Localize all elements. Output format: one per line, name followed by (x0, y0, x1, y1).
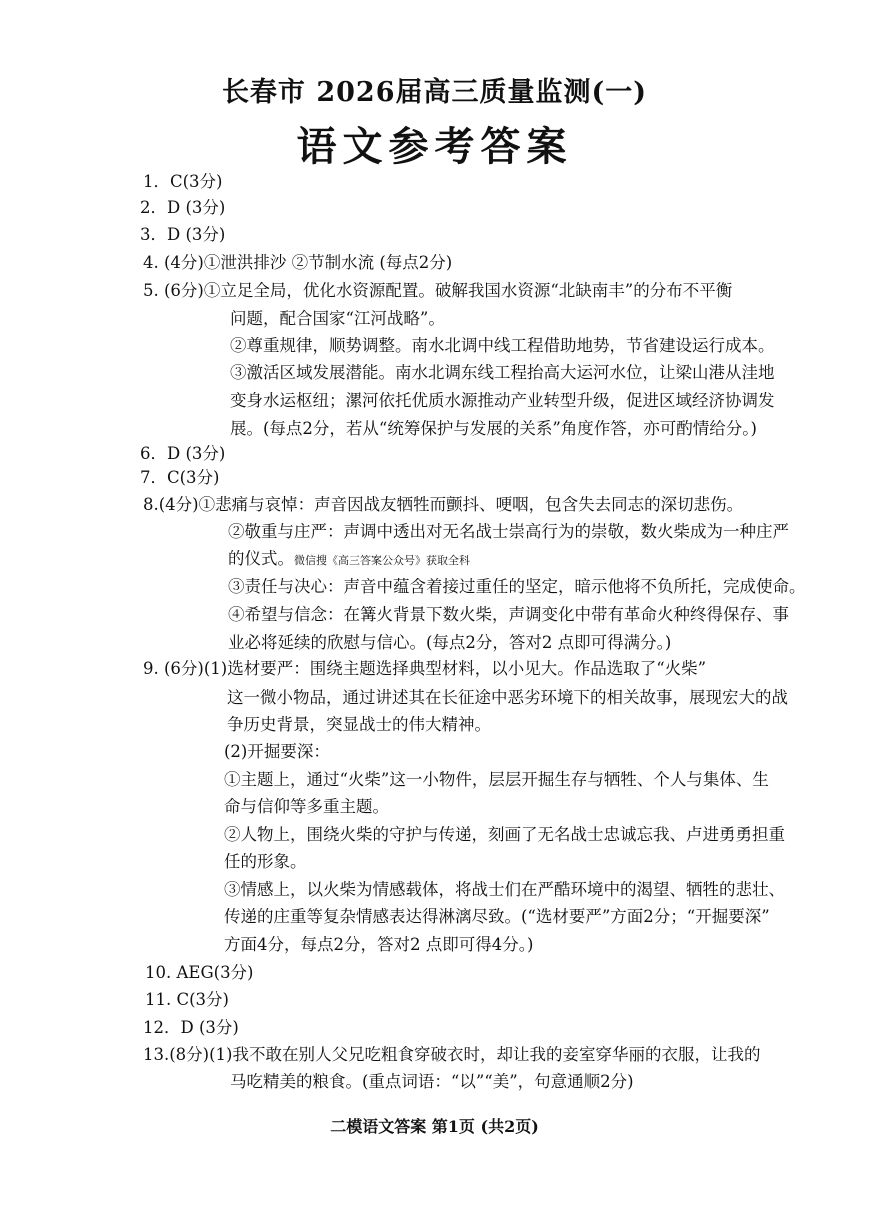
answer-q8-line6: 业必将延续的欣慰与信心。(每点2分，答对2 点即可得满分。) (228, 633, 672, 652)
answer-q13-line1: 13.(8分)(1)我不敢在别人父兄吃粗食穿破衣时，却让我的妾室穿华丽的衣服，让我的 (143, 1045, 761, 1064)
page-title: 语文参考答案 (296, 123, 573, 170)
answer-q9-line6: 命与信仰等多重主题。 (224, 797, 389, 816)
answer-q5-line3: ②尊重规律，顺势调整。南水北调中线工程借助地势，节省建设运行成本。 (230, 336, 775, 355)
answer-q9-line8: 任的形象。 (224, 852, 307, 871)
answer-q9-line4: (2)开掘要深： (224, 742, 330, 761)
answer-q4: 4. (4分)①泄洪排沙 ②节制水流 (每点2分) (143, 253, 453, 272)
answer-q9-line3: 争历史背景，突显战士的伟大精神。 (227, 715, 491, 734)
answer-q5-line2: 问题，配合国家“江河战略”。 (230, 309, 445, 328)
answer-q5-line4: ③激活区域发展潜能。南水北调东线工程抬高大运河水位，让梁山港从洼地 (230, 363, 775, 382)
answer-q12: 12．D (3分) (143, 1018, 239, 1037)
answer-q11: 11. C(3分) (145, 990, 229, 1009)
answer-q8-line3-text: 的仪式。 (228, 549, 294, 568)
answer-q9-line2: 这一微小物品，通过讲述其在长征途中恶劣环境下的相关故事，展现宏大的战 (227, 688, 788, 707)
answer-q9-line1: 9. (6分)(1)选材要严：围绕主题选择典型材料，以小见大。作品选取了“火柴” (143, 659, 707, 678)
answer-q8-line4: ③责任与决心：声音中蕴含着接过重任的坚定，暗示他将不负所托，完成使命。 (228, 577, 806, 596)
answer-q9-line5: ①主题上，通过“火柴”这一小物件，层层开掘生存与牺牲、个人与集体、生 (224, 770, 769, 789)
answer-q9-line11: 方面4分，每点2分，答对2 点即可得4分。) (224, 935, 534, 954)
answer-q3: 3．D (3分) (140, 225, 226, 244)
page-footer: 二模语文答案 第1页 (共2页) (330, 1117, 539, 1136)
answer-q10: 10. AEG(3分) (145, 963, 254, 982)
answer-q8-line5: ④希望与信念：在篝火背景下数火柴，声调变化中带有革命火种终得保存、事 (228, 605, 789, 624)
answer-q6: 6．D (3分) (140, 444, 226, 463)
answer-q8-line1: 8.(4分)①悲痛与哀悼：声音因战友牺牲而颤抖、哽咽，包含失去同志的深切悲伤。 (143, 495, 744, 514)
answer-q5-line6: 展。(每点2分，若从“统筹保护与发展的关系”角度作答，亦可酌情给分。) (230, 419, 757, 438)
answer-q5-line1: 5. (6分)①立足全局，优化水资源配置。破解我国水资源“北缺南丰”的分布不平衡 (143, 281, 733, 300)
answer-q5-line5: 变身水运枢纽；漯河依托优质水源推动产业转型升级，促进区域经济协调发 (230, 391, 775, 410)
answer-q13-line2: 马吃精美的粮食。(重点词语：“以”“美”，句意通顺2分) (230, 1072, 634, 1091)
answer-q7: 7．C(3分) (140, 468, 220, 487)
answer-q2: 2．D (3分) (140, 198, 226, 217)
exam-title: 长春市 2026届高三质量监测(一) (221, 77, 648, 108)
answer-q8-line3 (228, 549, 470, 571)
answer-q1: 1．C(3分) (143, 172, 223, 191)
answer-q9-line9: ③情感上，以火柴为情感载体，将战士们在严酷环境中的渴望、牺牲的悲壮、 (224, 880, 785, 899)
answer-q9-line7: ②人物上，围绕火柴的守护与传递，刻画了无名战士忠诚忘我、卢进勇勇担重 (224, 825, 785, 844)
answer-q8-line2: ②敬重与庄严：声调中透出对无名战士崇高行为的崇敬，数火柴成为一种庄严 (228, 522, 789, 541)
watermark-text: 微信搜《高三答案公众号》获取全科 (294, 554, 470, 567)
answer-q9-line10: 传递的庄重等复杂情感表达得淋漓尽致。(“选材要严”方面2分；“开掘要深” (224, 907, 770, 926)
